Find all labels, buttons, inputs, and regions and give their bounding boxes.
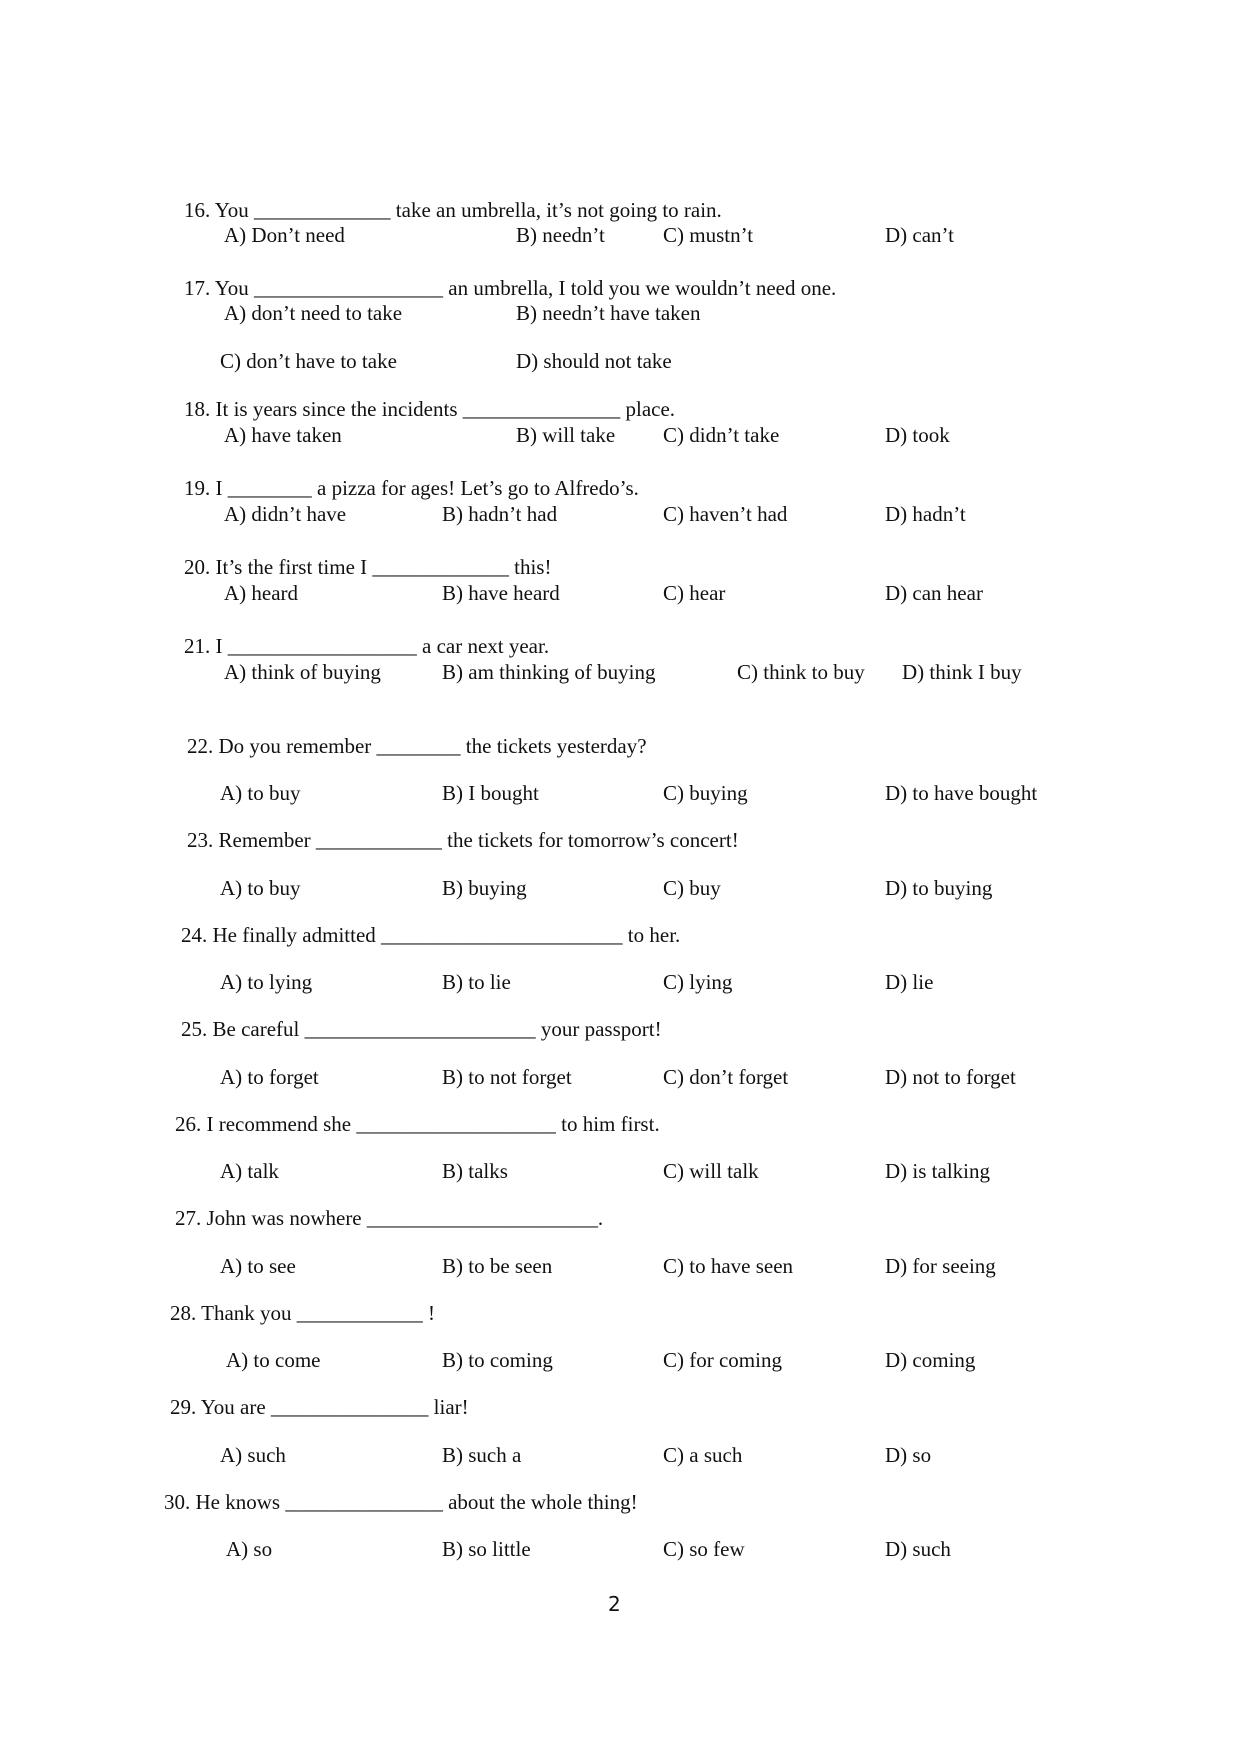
question-29-option-d: D) so — [885, 1443, 932, 1467]
question-19-option-d: D) hadn’t — [885, 502, 966, 526]
question-27-option-d: D) for seeing — [885, 1254, 996, 1278]
question-23-option-c: C) buy — [663, 876, 721, 900]
question-30-option-d: D) such — [885, 1537, 951, 1561]
question-26-option-a: A) talk — [220, 1159, 279, 1183]
question-16-option-c: C) mustn’t — [663, 223, 754, 247]
question-21-option-b: B) am thinking of buying — [442, 660, 656, 684]
question-20-stem: 20. It’s the first time I _____________ this! — [184, 555, 552, 579]
question-30-option-a: A) so — [226, 1537, 273, 1561]
question-29-option-b: B) such a — [442, 1443, 522, 1467]
question-17-option-a: A) don’t need to take — [224, 301, 403, 325]
question-16-option-a: A) Don’t need — [224, 223, 345, 247]
question-27-option-b: B) to be seen — [442, 1254, 553, 1278]
question-24-option-a: A) to lying — [220, 970, 313, 994]
question-25-stem: 25. Be careful ______________________ your passport! — [181, 1017, 662, 1041]
question-18-option-b: B) will take — [516, 423, 616, 447]
question-17-option-d: D) should not take — [516, 349, 672, 373]
question-27-stem: 27. John was nowhere ______________________. — [175, 1206, 604, 1230]
question-17-option-b: B) needn’t have taken — [516, 301, 701, 325]
question-19-option-c: C) haven’t had — [663, 502, 788, 526]
question-28-option-a: A) to come — [226, 1348, 321, 1372]
question-28-stem: 28. Thank you ____________ ! — [170, 1301, 436, 1325]
question-22-option-a: A) to buy — [220, 781, 301, 805]
question-18-option-a: A) have taken — [224, 423, 342, 447]
question-26-stem: 26. I recommend she ___________________ to him first. — [175, 1112, 660, 1136]
question-16-stem: 16. You _____________ take an umbrella, it’s not going to rain. — [184, 198, 722, 222]
question-24-stem: 24. He finally admitted _______________________ to her. — [181, 923, 681, 947]
question-17-option-c: C) don’t have to take — [220, 349, 397, 373]
question-25-option-d: D) not to forget — [885, 1065, 1016, 1089]
question-29-option-a: A) such — [220, 1443, 286, 1467]
question-29-option-c: C) a such — [663, 1443, 743, 1467]
question-22-option-b: B) I bought — [442, 781, 539, 805]
question-28-option-d: D) coming — [885, 1348, 976, 1372]
question-19-stem: 19. I ________ a pizza for ages! Let’s go to Alfredo’s. — [184, 476, 639, 500]
question-16-option-d: D) can’t — [885, 223, 954, 247]
page-number: 2 — [608, 1592, 621, 1616]
question-30-stem: 30. He knows _______________ about the whole thing! — [164, 1490, 638, 1514]
question-18-stem: 18. It is years since the incidents _______________ place. — [184, 397, 676, 421]
question-19-option-b: B) hadn’t had — [442, 502, 558, 526]
question-26-option-d: D) is talking — [885, 1159, 990, 1183]
question-21-option-a: A) think of buying — [224, 660, 381, 684]
question-22-option-c: C) buying — [663, 781, 748, 805]
question-23-option-d: D) to buying — [885, 876, 993, 900]
question-27-option-c: C) to have seen — [663, 1254, 794, 1278]
question-25-option-a: A) to forget — [220, 1065, 319, 1089]
question-28-option-c: C) for coming — [663, 1348, 782, 1372]
question-22-option-d: D) to have bought — [885, 781, 1038, 805]
question-20-option-d: D) can hear — [885, 581, 983, 605]
question-20-option-a: A) heard — [224, 581, 299, 605]
question-29-stem: 29. You are _______________ liar! — [170, 1395, 469, 1419]
question-23-option-a: A) to buy — [220, 876, 301, 900]
question-25-option-c: C) don’t forget — [663, 1065, 789, 1089]
question-26-option-b: B) talks — [442, 1159, 508, 1183]
question-30-option-c: C) so few — [663, 1537, 745, 1561]
question-25-option-b: B) to not forget — [442, 1065, 572, 1089]
question-16-option-b: B) needn’t — [516, 223, 605, 247]
question-18-option-c: C) didn’t take — [663, 423, 780, 447]
question-20-option-b: B) have heard — [442, 581, 560, 605]
question-24-option-b: B) to lie — [442, 970, 511, 994]
question-24-option-c: C) lying — [663, 970, 733, 994]
question-27-option-a: A) to see — [220, 1254, 296, 1278]
question-28-option-b: B) to coming — [442, 1348, 553, 1372]
question-21-option-c: C) think to buy — [737, 660, 865, 684]
question-21-option-d: D) think I buy — [902, 660, 1022, 684]
question-22-stem: 22. Do you remember ________ the tickets yesterday? — [187, 734, 647, 758]
question-20-option-c: C) hear — [663, 581, 726, 605]
question-23-option-b: B) buying — [442, 876, 527, 900]
question-21-stem: 21. I __________________ a car next year. — [184, 634, 550, 658]
question-30-option-b: B) so little — [442, 1537, 531, 1561]
question-17-stem: 17. You __________________ an umbrella, I told you we wouldn’t need one. — [184, 276, 837, 300]
question-23-stem: 23. Remember ____________ the tickets for tomorrow’s concert! — [187, 828, 739, 852]
question-26-option-c: C) will talk — [663, 1159, 759, 1183]
question-19-option-a: A) didn’t have — [224, 502, 347, 526]
question-18-option-d: D) took — [885, 423, 950, 447]
question-24-option-d: D) lie — [885, 970, 934, 994]
